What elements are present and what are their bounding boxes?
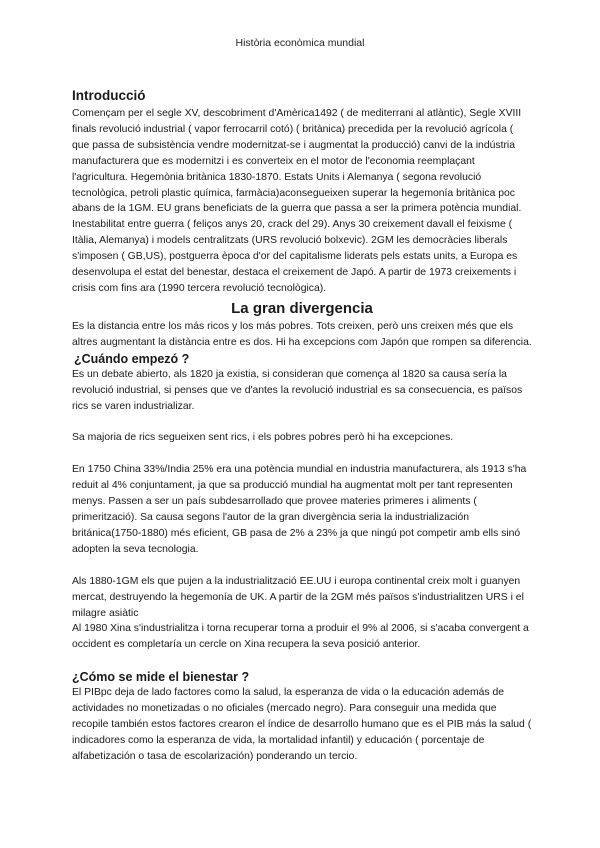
paragraph-measure: El PIBpc deja de lado factores como la salud, la esperanza de vida o la educación además de actividades no monetizadas o no oficiales (mercado negro). Para conseguir una medida que recopile también estos factores crearon el índice de desarrollo humano que es el PIB más la salud ( indicadores como la esperanza de vida, la mortalidad infantil) y educación ( porcentaje de alfabetización o tasa de escolarización) ponderando un tercio. xyxy=(72,687,532,762)
heading-gran-divergencia: La gran divergencia xyxy=(231,299,373,317)
heading-como-se-mide: ¿Cómo se mide el bienestar ? xyxy=(72,670,250,685)
paragraph-when-4: Als 1880-1GM els que pujen a la industrialització EE.UU i europa continental creix molt i guanyen mercat, destruyendo la hegemonía de UK. A partir de la 2GM més països s'industrialitzen URS i el milagre asiàtic xyxy=(72,575,524,619)
paragraph-when-1: Es un debate abierto, als 1820 ja existia, si consideran que comença al 1820 sa causa sería la revolució industrial, si penses que ve d'antes la revolució industrial es sa consecuencia, es països rics se varen industrializar. xyxy=(72,368,523,412)
document-body xyxy=(72,88,532,765)
paragraph-intro: Començam per el segle XV, descobriment d'Amèrica1492 ( de mediterrani al atlàntic), Segle XVIII finals revolució industrial ( vapor ferrocarril cotó) ( britànica) precedida per la revolució agrícola ( que passa de subsistència vendre modernitzat-se i augmentat la producció) canvi de la indústria manufacturera que es modernitzi i es converteix en el motor de l'economia reemplaçant l'agricultura. Hegemònia britànica 1830-1870. Estats Units i Alemanya ( segona revolució tecnològica, petroli plastic química, farmàcia)aconsegueixen superar la hegemonía britànica poc abans de la 1GM. EU grans beneficiats de la guerra que passa a ser la primera potència mundial. Inestabilitat entre guerra ( feliços anys 20, crack del 29). Anys 30 creixement davall el feixisme ( Itàlia, Alemanya) i models centralitzats (URS revolució bolxevic). 2GM les democràcies liberals s'imposen ( GB,US), postguerra època d'or del capitalisme liderats pels estats units, a Europa es desenvolupa el estat del benestar, destaca el creixement de Japó. A partir de 1973 creixements i crisis com fins ara (1990 tercera revolució tecnològica). xyxy=(72,108,522,294)
paragraph-when-5: Al 1980 Xina s'industrialitza i torna recuperar torna a produir el 9% al 2006, si s'acaba convergent a occident es completaría un cercle on Xina recupera la seva posició anterior. xyxy=(72,623,529,651)
heading-cuando-empezo: ¿Cuándo empezó ? xyxy=(74,351,190,366)
paragraph-when-3: En 1750 China 33%/India 25% era una potència mundial en industria manufacturera, als 1913 s'ha reduit al 4% conjuntament, ja que sa producció mundial ha augmentat molt per tant representen menys. Passen a ser un país subdesarrollado que provee materies primeres i aliments ( primerització). Sa causa segons l'autor de la gran divergència seria la industrialización británica(1750-1880) més eficient, GB pasa de 2% a 23% ja que ningú pot competir amb ells sinó adopten la seva tecnologia. xyxy=(72,464,527,555)
heading-introduccio: Introducció xyxy=(72,88,146,103)
running-header: Història econòmica mundial xyxy=(235,37,365,49)
paragraph-when-2: Sa majoria de rics segueixen sent rics, i els pobres pobres però hi ha excepciones. xyxy=(72,432,454,444)
paragraph-divergence: Es la distancia entre los más ricos y los más pobres. Tots creixen, però uns creixen més que els altres augmentant la distància entre es dos. Hi ha excepcions com Japón que rompen sa diferencia. xyxy=(72,320,532,348)
